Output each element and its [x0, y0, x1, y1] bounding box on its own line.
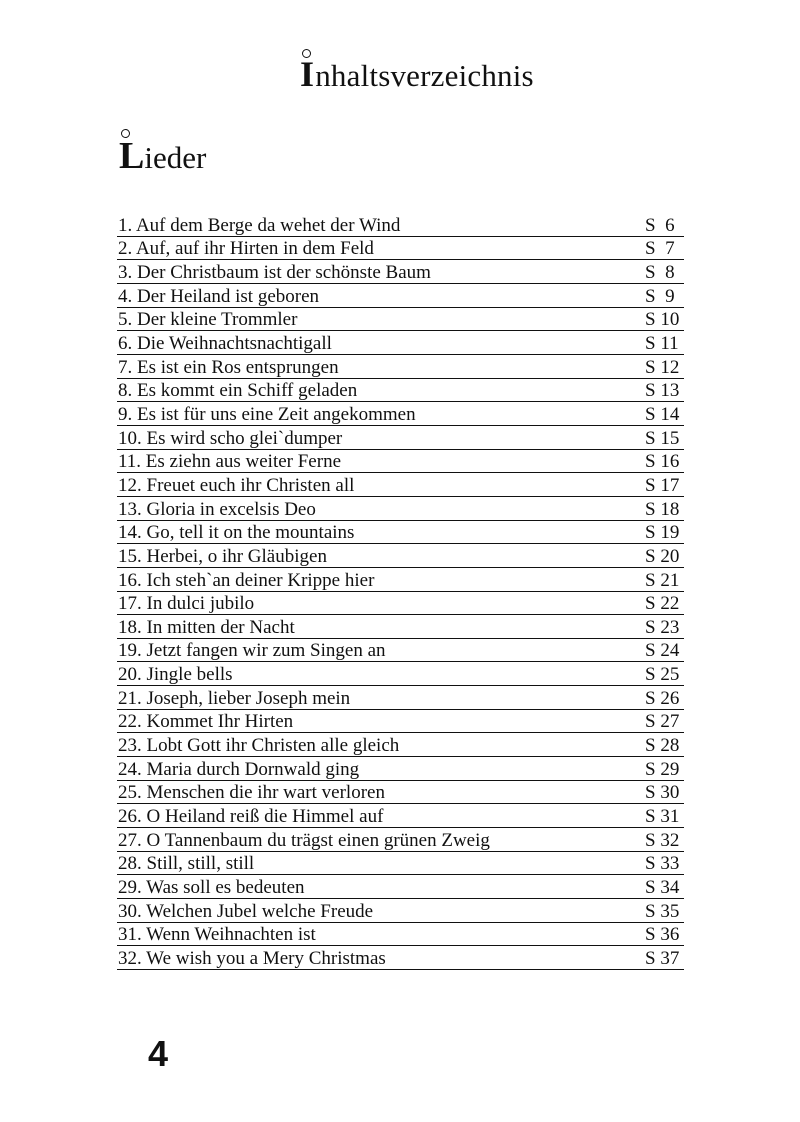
song-title: 13. Gloria in excelsis Deo: [118, 498, 316, 520]
page-reference: S 11: [645, 332, 679, 354]
toc-entry: [117, 946, 684, 970]
song-title: 16. Ich steh`an deiner Krippe hier: [118, 569, 375, 591]
page-reference: S 37: [645, 948, 680, 969]
section-rest: ieder: [144, 140, 207, 175]
page-reference: S 14: [645, 403, 680, 425]
page-reference: S 33: [645, 853, 680, 875]
song-title: 19. Jetzt fangen wir zum Singen an: [118, 640, 386, 662]
toc-entry: [117, 568, 684, 592]
song-title: 27. O Tannenbaum du trägst einen grünen Zweig: [118, 829, 490, 851]
page-number: 4: [148, 1033, 169, 1074]
toc-entry: [117, 899, 684, 923]
page-reference: S 16: [645, 451, 680, 473]
toc-entry: [117, 592, 684, 616]
toc-entry: [117, 379, 684, 403]
page-reference: S 28: [645, 735, 680, 757]
song-title: 7. Es ist ein Ros entsprungen: [118, 356, 339, 378]
page-reference: S 34: [645, 877, 680, 899]
page-reference: S 15: [645, 427, 680, 449]
song-title: 12. Freuet euch ihr Christen all: [118, 474, 355, 496]
song-title: 20. Jingle bells: [118, 664, 233, 686]
page-reference: S 23: [645, 616, 680, 638]
toc-entry: [117, 308, 684, 332]
page-reference: S 32: [645, 829, 680, 851]
page-reference: S 29: [645, 758, 680, 780]
song-title: 29. Was soll es bedeuten: [118, 877, 305, 899]
toc-entry: [117, 260, 684, 284]
toc-entry: [117, 875, 684, 899]
page-reference: S 30: [645, 782, 680, 804]
page-reference: S 7: [645, 238, 675, 260]
toc-entry: [117, 804, 684, 828]
page-reference: S 20: [645, 545, 680, 567]
page-reference: S 13: [645, 380, 680, 402]
toc-entry: [117, 426, 684, 450]
song-title: 23. Lobt Gott ihr Christen alle gleich: [118, 735, 400, 757]
page-reference: S 35: [645, 900, 680, 922]
page-reference: S 26: [645, 687, 680, 709]
song-title: 3. Der Christbaum ist der schönste Baum: [118, 261, 431, 283]
page-reference: S 10: [645, 309, 680, 331]
song-title: 2. Auf, auf ihr Hirten in dem Feld: [118, 238, 374, 260]
page-reference: S 24: [645, 640, 680, 662]
page-reference: S 17: [645, 474, 680, 496]
toc-entry: [117, 450, 684, 474]
song-title: 17. In dulci jubilo: [118, 593, 255, 615]
toc-entry: [117, 757, 684, 781]
toc-entry: [117, 923, 684, 947]
toc-entry: [117, 662, 684, 686]
toc-entry: [117, 852, 684, 876]
song-title: 4. Der Heiland ist geboren: [118, 285, 320, 307]
page-reference: S 18: [645, 498, 680, 520]
song-title: 11. Es ziehn aus weiter Ferne: [118, 451, 341, 473]
toc-entry: [117, 213, 684, 237]
song-title: 28. Still, still, still: [118, 853, 255, 875]
page-reference: S 9: [645, 285, 675, 307]
page-reference: S 21: [645, 569, 680, 591]
toc-entry: [117, 284, 684, 308]
toc-entry: [117, 615, 684, 639]
title-rest: nhaltsverzeichnis: [315, 58, 534, 93]
table-of-contents: [117, 213, 684, 970]
toc-entry: [117, 733, 684, 757]
song-title: 5. Der kleine Trommler: [118, 309, 298, 331]
song-title: 32. We wish you a Mery Christmas: [118, 948, 386, 969]
toc-entry: [117, 402, 684, 426]
song-title: 31. Wenn Weihnachten ist: [118, 924, 316, 946]
song-title: 10. Es wird scho glei`dumper: [118, 427, 343, 449]
page-reference: S 6: [645, 214, 675, 236]
page-reference: S 36: [645, 924, 680, 946]
song-title: 25. Menschen die ihr wart verloren: [118, 782, 385, 804]
song-title: 24. Maria durch Dornwald ging: [118, 758, 360, 780]
page-reference: S 31: [645, 806, 680, 828]
page-reference: S 25: [645, 664, 680, 686]
title-initial: I: [300, 54, 315, 94]
page-reference: S 8: [645, 261, 675, 283]
song-title: 6. Die Weihnachtsnachtigall: [118, 332, 332, 354]
song-title: 26. O Heiland reiß die Himmel auf: [118, 806, 384, 828]
toc-entry: [117, 497, 684, 521]
page-reference: S 27: [645, 711, 680, 733]
toc-entry: [117, 781, 684, 805]
toc-entry: [117, 828, 684, 852]
toc-entry: [117, 331, 684, 355]
toc-entry: [117, 355, 684, 379]
page-reference: S 19: [645, 522, 680, 544]
song-title: 1. Auf dem Berge da wehet der Wind: [118, 214, 401, 236]
song-title: 21. Joseph, lieber Joseph mein: [118, 687, 351, 709]
song-title: 9. Es ist für uns eine Zeit angekommen: [118, 403, 416, 425]
song-title: 18. In mitten der Nacht: [118, 616, 295, 638]
page-reference: S 22: [645, 593, 680, 615]
song-title: 30. Welchen Jubel welche Freude: [118, 900, 374, 922]
song-title: 14. Go, tell it on the mountains: [118, 522, 355, 544]
toc-entry: [117, 639, 684, 663]
section-initial: L: [119, 135, 145, 177]
song-title: 22. Kommet Ihr Hirten: [118, 711, 294, 733]
song-title: 15. Herbei, o ihr Gläubigen: [118, 545, 327, 567]
section-heading: [119, 137, 206, 175]
toc-entry: [117, 710, 684, 734]
toc-entry: [117, 544, 684, 568]
song-title: 8. Es kommt ein Schiff geladen: [118, 380, 358, 402]
page-title: [300, 56, 534, 92]
toc-entry: [117, 521, 684, 545]
toc-entry: [117, 237, 684, 261]
toc-entry: [117, 686, 684, 710]
page-reference: S 12: [645, 356, 680, 378]
toc-entry: [117, 473, 684, 497]
